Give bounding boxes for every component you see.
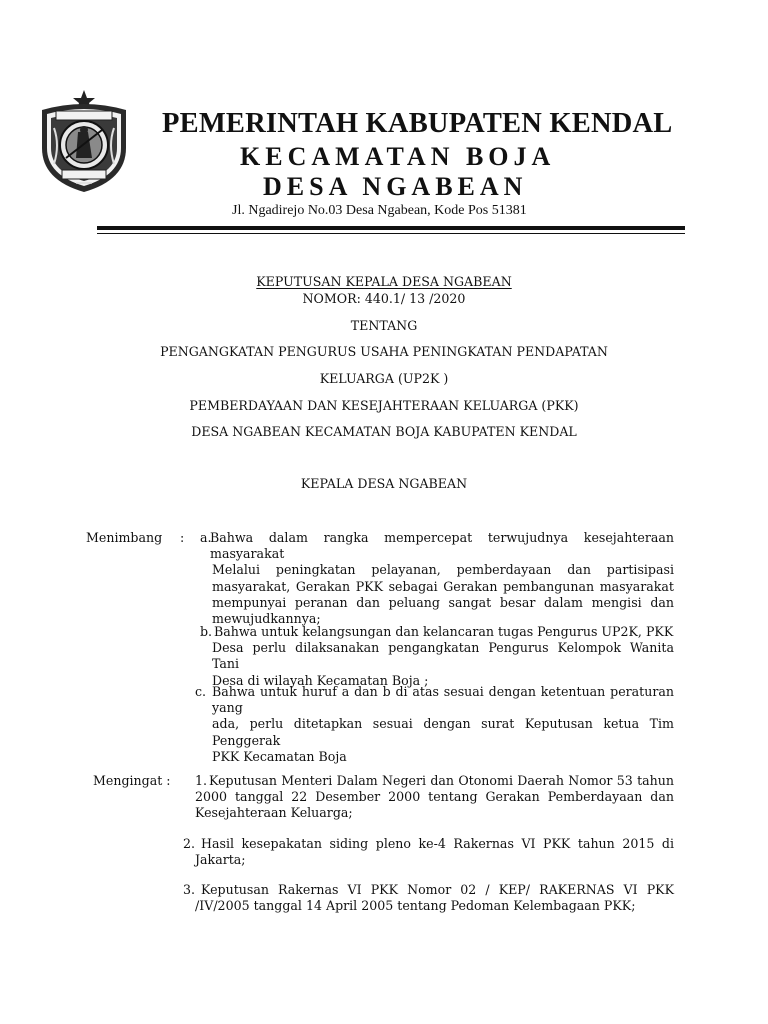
mengingat-label: Mengingat : [93, 773, 171, 788]
menimbang-item-b-line: Bahwa untuk kelangsungan dan kelancaran tugas Pengurus UP2K, PKK [214, 624, 674, 639]
menimbang-item-a-line: Melalui peningkatan pelayanan, pemberdayaan dan partisipasi [212, 562, 674, 578]
menimbang-item-b-line: Desa di wilayah Kecamatan Boja ; [212, 672, 429, 688]
mengingat-item-2-line: Jakarta; [195, 852, 246, 868]
mengingat-item-1 [195, 773, 674, 822]
letterhead-address: Jl. Ngadirejo No.03 Desa Ngabean, Kode Pos 51381 [232, 203, 527, 218]
menimbang-label: Menimbang [86, 530, 163, 545]
mengingat-item-2-line: Hasil kesepakatan siding pleno ke-4 Rakernas VI PKK tahun 2015 di [201, 836, 674, 851]
menimbang-item-c [212, 684, 674, 765]
decree-subject-line-4: DESA NGABEAN KECAMATAN BOJA KABUPATEN KENDAL [191, 424, 577, 439]
menimbang-item-a-line: mewujudkannya; [212, 611, 321, 627]
decree-number: NOMOR: 440.1/ 13 /2020 [302, 291, 466, 306]
mengingat-item-2-marker: 2. [183, 836, 196, 851]
letterhead-village-line: DESA NGABEAN [263, 172, 528, 201]
decree-subject-line-2: KELUARGA (UP2K ) [319, 371, 449, 386]
letterhead-divider-thin [97, 233, 685, 234]
decree-subject-line-1: PENGANGKATAN PENGURUS USAHA PENINGKATAN PENDAPATAN [160, 344, 608, 359]
decree-official-title: KEPALA DESA NGABEAN [300, 476, 468, 491]
mengingat-item-1-line: Keputusan Menteri Dalam Negeri dan Otonomi Daerah Nomor 53 tahun [209, 773, 674, 788]
menimbang-colon: : [180, 530, 185, 545]
menimbang-item-c-line: Bahwa untuk huruf a dan b di atas sesuai dengan ketentuan peraturan yang [212, 684, 674, 716]
menimbang-item-c-line: PKK Kecamatan Boja [212, 748, 347, 764]
kendal-regency-emblem-icon [36, 88, 132, 196]
letterhead-divider-thick [97, 226, 685, 230]
mengingat-item-1-line: Kesejahteraan Keluarga; [195, 805, 353, 821]
mengingat-item-3-line: /IV/2005 tanggal 14 April 2005 tentang Pedoman Kelembagaan PKK; [195, 898, 636, 914]
menimbang-item-a-line: Bahwa dalam rangka mempercepat terwujudnya kesejahteraan masyarakat [210, 530, 674, 562]
menimbang-item-b-line: Desa perlu dilaksanakan pengangkatan Pengurus Kelompok Wanita Tani [212, 640, 674, 672]
decree-heading: KEPUTUSAN KEPALA DESA NGABEAN [256, 274, 512, 289]
mengingat-item-1-line: 2000 tanggal 22 Desember 2000 tentang Gerakan Pemberdayaan dan [195, 789, 674, 805]
menimbang-item-a-marker: a. [200, 530, 212, 545]
menimbang-item-a [212, 530, 674, 627]
menimbang-item-c-line: ada, perlu ditetapkan sesuai dengan surat Keputusan ketua Tim Penggerak [212, 716, 674, 748]
mengingat-item-3-line: Keputusan Rakernas VI PKK Nomor 02 / KEP/ RAKERNAS VI PKK [201, 882, 674, 897]
decree-subject-line-3: PEMBERDAYAAN DAN KESEJAHTERAAN KELUARGA (PKK) [189, 398, 579, 413]
letterhead-government-line: PEMERINTAH KABUPATEN KENDAL [162, 108, 673, 139]
menimbang-item-a-line: masyarakat, Gerakan PKK sebagai Gerakan pembangunan masyarakat [212, 578, 674, 594]
mengingat-item-3 [195, 882, 674, 914]
menimbang-item-c-marker: c. [195, 684, 207, 699]
menimbang-item-a-line: mempunyai peranan dan peluang sangat besar dalam mengisi dan [212, 594, 674, 610]
decree-about: TENTANG [350, 318, 418, 333]
menimbang-item-b-marker: b. [200, 624, 213, 639]
mengingat-item-3-marker: 3. [183, 882, 196, 897]
mengingat-item-2 [195, 836, 674, 868]
mengingat-item-1-marker: 1. [195, 773, 208, 788]
menimbang-item-b [212, 624, 674, 689]
letterhead-district-line: KECAMATAN BOJA [240, 142, 556, 171]
